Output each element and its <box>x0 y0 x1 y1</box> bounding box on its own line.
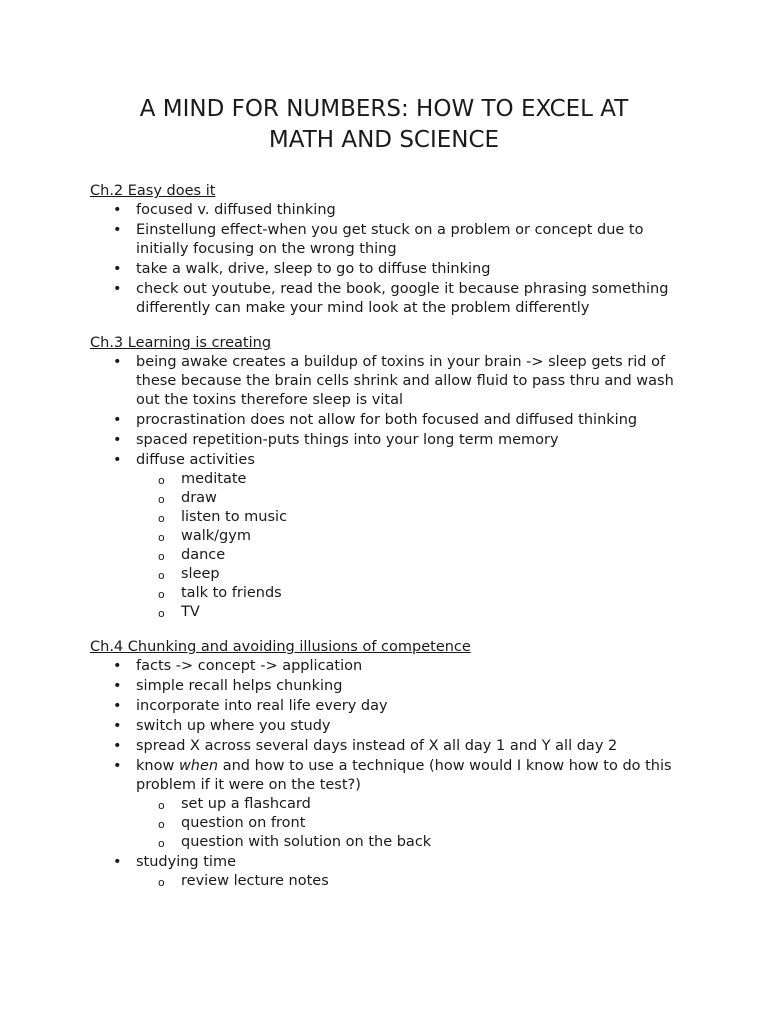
sub-list-item: o walk/gym <box>136 527 690 546</box>
section-heading: Ch.4 Chunking and avoiding illusions of competence <box>90 639 471 655</box>
title-line-1: A MIND FOR NUMBERS: HOW TO EXCEL AT <box>139 96 629 122</box>
sub-list-item: o meditate <box>136 470 690 489</box>
bullet-list <box>90 201 690 318</box>
list-item: • Einstellung effect-when you get stuck on a problem or concept due to initially focusing on the wrong thing <box>90 221 690 259</box>
sub-list-item: o listen to music <box>136 508 690 527</box>
list-item: • take a walk, drive, sleep to go to diffuse thinking <box>90 260 690 279</box>
section-ch2 <box>90 182 690 318</box>
sub-list-item: o question on front <box>136 814 690 833</box>
bullet-list <box>90 353 690 622</box>
document-body <box>90 182 690 907</box>
list-item: • spaced repetition-puts things into your long term memory <box>90 431 690 450</box>
sub-list-item: o TV <box>136 603 690 622</box>
sub-list-item: o review lecture notes <box>136 872 690 891</box>
list-item: • incorporate into real life every day <box>90 697 690 716</box>
section-heading: Ch.3 Learning is creating <box>90 335 272 351</box>
section-ch4 <box>90 638 690 891</box>
list-item: • check out youtube, read the book, google it because phrasing something differently can make your mind look at the problem differently <box>90 280 690 318</box>
sub-list-item: o set up a flashcard <box>136 795 690 814</box>
list-item: • being awake creates a buildup of toxins in your brain -> sleep gets rid of these because the brain cells shrink and allow fluid to pass thru and wash out the toxins therefore sleep is vital <box>90 353 690 410</box>
document-title <box>0 94 768 156</box>
list-item: • focused v. diffused thinking <box>90 201 690 220</box>
title-line-2: MATH AND SCIENCE <box>268 127 500 153</box>
list-item-suffix: and how to use a technique (how would I know how to do this problem if it were on the test?) <box>136 758 672 793</box>
sub-list-item: o draw <box>136 489 690 508</box>
sub-list <box>136 470 690 622</box>
sub-list-item: o question with solution on the back <box>136 833 690 852</box>
bullet-list <box>90 657 690 891</box>
sub-list <box>136 795 690 852</box>
sub-list <box>136 872 690 891</box>
list-item-prefix: know <box>136 758 179 774</box>
list-item-label: studying time <box>136 854 237 870</box>
list-item: • simple recall helps chunking <box>90 677 690 696</box>
sub-list-item: o sleep <box>136 565 690 584</box>
section-ch3 <box>90 334 690 622</box>
list-item-know-when <box>90 757 690 852</box>
list-item: • facts -> concept -> application <box>90 657 690 676</box>
list-item: • procrastination does not allow for both focused and diffused thinking <box>90 411 690 430</box>
list-item: • spread X across several days instead of X all day 1 and Y all day 2 <box>90 737 690 756</box>
list-item-diffuse-activities <box>90 451 690 622</box>
list-item-label: diffuse activities <box>136 452 255 468</box>
list-item-studying-time <box>90 853 690 891</box>
section-heading: Ch.2 Easy does it <box>90 183 216 199</box>
sub-list-item: o talk to friends <box>136 584 690 603</box>
list-item-emphasis: when <box>178 758 219 774</box>
list-item: • switch up where you study <box>90 717 690 736</box>
sub-list-item: o dance <box>136 546 690 565</box>
